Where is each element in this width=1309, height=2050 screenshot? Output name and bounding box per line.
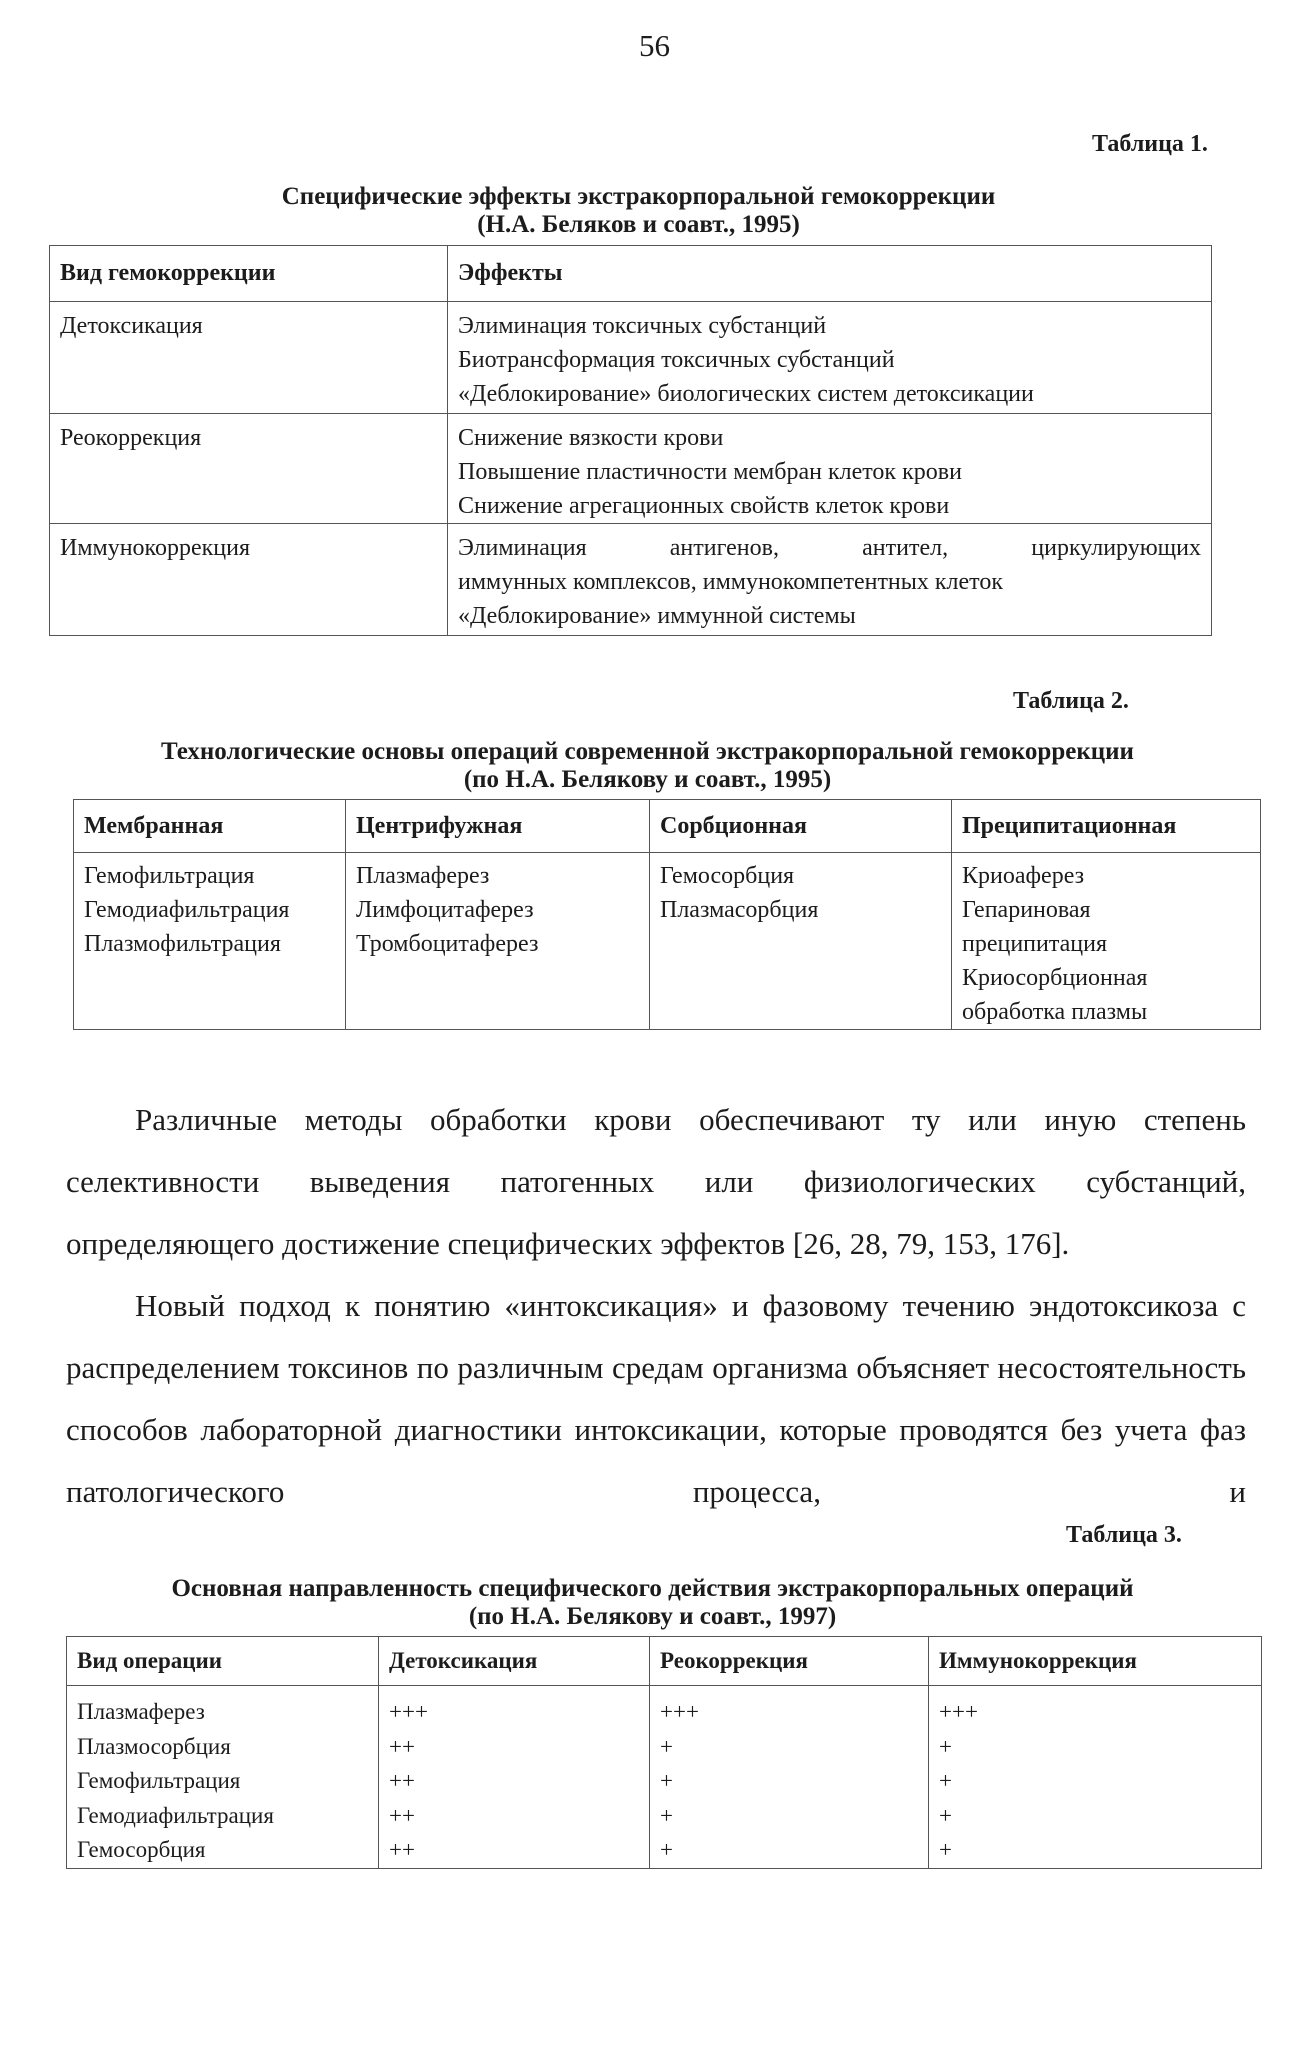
table-3-header-cell: Вид операции: [67, 1637, 379, 1686]
table-1-effects-cell: [448, 302, 1212, 414]
table-1-header-row: [50, 246, 1212, 302]
membrane-methods-cell: [74, 853, 346, 1030]
method-item: Гемодиафильтрация: [84, 897, 290, 923]
centrifuge-methods-cell: [346, 853, 650, 1030]
method-item: преципитация: [962, 931, 1108, 957]
table-1-row: [50, 414, 1212, 524]
table-3-caption: [0, 1575, 1309, 1631]
effect-mark: ++: [389, 1768, 415, 1793]
effect-mark: ++: [389, 1802, 415, 1828]
table-2-header-cell: Центрифужная: [346, 800, 650, 853]
effect-mark: +++: [660, 1699, 699, 1724]
table-3: [66, 1636, 1262, 1869]
hemocorrection-type: Иммунокоррекция: [60, 535, 251, 561]
effect-mark: ++: [389, 1733, 415, 1759]
effect-mark: ++: [389, 1837, 415, 1862]
table-3-header-cell: Детоксикация: [379, 1637, 650, 1686]
table-1-effects-cell: [448, 414, 1212, 524]
method-item: Плазмасорбция: [660, 897, 819, 923]
effect-line: «Деблокирование» иммунной системы: [458, 603, 856, 629]
method-item: Криосорбционная: [962, 965, 1148, 991]
table-3-caption-line-2: (по Н.А. Белякову и соавт., 1997): [468, 1603, 837, 1630]
effect-mark: +: [939, 1802, 952, 1828]
table-1-header-cell: Эффекты: [448, 246, 1212, 302]
table-1-row: [50, 302, 1212, 414]
body-text: [66, 1089, 1246, 1523]
effect-line: Снижение вязкости крови: [458, 425, 724, 451]
effect-line: Повышение пластичности мембран клеток крови: [458, 459, 962, 485]
table-2-header-row: [74, 800, 1261, 853]
table-1-label: Таблица 1.: [1092, 131, 1208, 157]
table-2-header-cell: Сорбционная: [650, 800, 952, 853]
operation-name: Гемодиафильтрация: [77, 1802, 274, 1828]
table-2-header-cell: Мембранная: [74, 800, 346, 853]
table-2: [73, 799, 1261, 1030]
method-item: Лимфоцитаферез: [356, 897, 534, 923]
effect-line: Элиминация токсичных субстанций: [458, 313, 827, 339]
hemocorrection-type: Реокоррекция: [60, 425, 202, 451]
effect-line: Биотрансформация токсичных субстанций: [458, 347, 895, 373]
table-1-header-cell: Вид гемокоррекции: [50, 246, 448, 302]
method-item: Плазмофильтрация: [84, 931, 281, 957]
table-2-caption-line-2: (по Н.А. Белякову и соавт., 1995): [463, 766, 832, 793]
operation-names-cell: [67, 1686, 379, 1869]
effect-mark: +: [660, 1768, 673, 1793]
operation-name: Гемосорбция: [77, 1837, 206, 1862]
sorption-methods-cell: [650, 853, 952, 1030]
table-3-header-cell: Реокоррекция: [650, 1637, 929, 1686]
effect-line: «Деблокирование» биологических систем детоксикации: [458, 381, 1034, 407]
effect-mark: +: [939, 1733, 952, 1759]
method-item: обработка плазмы: [962, 999, 1148, 1025]
table-2-header-cell: Преципитационная: [952, 800, 1261, 853]
effect-line: иммунных комплексов, иммунокомпетентных клеток: [458, 569, 1004, 595]
table-3-label: Таблица 3.: [1066, 1522, 1182, 1548]
method-item: Гемосорбция: [660, 863, 795, 889]
method-item: Криоаферез: [962, 863, 1085, 889]
effect-mark: +: [660, 1802, 673, 1828]
method-item: Гепариновая: [962, 897, 1091, 923]
effect-mark: +: [660, 1733, 673, 1759]
table-2-row: [74, 853, 1261, 1030]
immunocorrection-marks-cell: [929, 1686, 1262, 1869]
effect-mark: +: [939, 1768, 952, 1793]
table-3-row: [67, 1686, 1262, 1869]
effect-mark: +: [660, 1837, 673, 1862]
precipitation-methods-cell: [952, 853, 1261, 1030]
detoxication-marks-cell: [379, 1686, 650, 1869]
method-item: Плазмаферез: [356, 863, 490, 889]
effect-mark: +++: [389, 1699, 428, 1724]
operation-name: Плазмаферез: [77, 1699, 205, 1724]
effect-line: Снижение агрегационных свойств клеток крови: [458, 493, 950, 519]
table-1-effects-cell: [448, 524, 1212, 636]
table-1-type-cell: [50, 302, 448, 414]
operation-name: Плазмосорбция: [77, 1733, 231, 1759]
paragraph: Различные методы обработки крови обеспечивают ту или иную степень селективности выведения патогенных или физиологических субстанций, определяющего достижение специфических эффектов [26, 28, 79, 153, 176].: [66, 1102, 1246, 1261]
table-2-label: Таблица 2.: [1013, 688, 1129, 714]
table-3-header-cell: Иммунокоррекция: [929, 1637, 1262, 1686]
table-1-type-cell: [50, 414, 448, 524]
effect-mark: +++: [939, 1699, 978, 1724]
table-1-caption-line-1: Специфические эффекты экстракорпоральной гемокоррекции: [281, 183, 996, 210]
hemocorrection-type: Детоксикация: [60, 313, 203, 339]
table-1-caption-line-2: (Н.А. Беляков и соавт., 1995): [477, 211, 800, 238]
table-1: [49, 245, 1212, 636]
table-2-caption-line-1: Технологические основы операций современной экстракорпоральной гемокоррекции: [161, 738, 1134, 765]
paragraph: Новый подход к понятию «интоксикация» и фазовому течению эндотоксикоза с распределением токсинов по различным средам организма объясняет несостоятельность способов лабораторной диагностики интоксикации, которые проводятся без учета фаз патологического процесса, и: [66, 1288, 1246, 1509]
table-2-caption: [0, 738, 1309, 794]
table-3-header-row: [67, 1637, 1262, 1686]
method-item: Гемофильтрация: [84, 863, 255, 889]
effect-mark: +: [939, 1837, 952, 1862]
effect-line: Элиминация антигенов, антител, циркулирующих: [458, 535, 1201, 561]
method-item: Тромбоцитаферез: [356, 931, 539, 957]
table-3-caption-line-1: Основная направленность специфического действия экстракорпоральных операций: [171, 1575, 1134, 1602]
table-1-row: [50, 524, 1212, 636]
operation-name: Гемофильтрация: [77, 1768, 241, 1793]
page-number: 56: [639, 28, 670, 63]
rheocorrection-marks-cell: [650, 1686, 929, 1869]
table-1-type-cell: [50, 524, 448, 636]
table-1-caption: [0, 183, 1309, 239]
